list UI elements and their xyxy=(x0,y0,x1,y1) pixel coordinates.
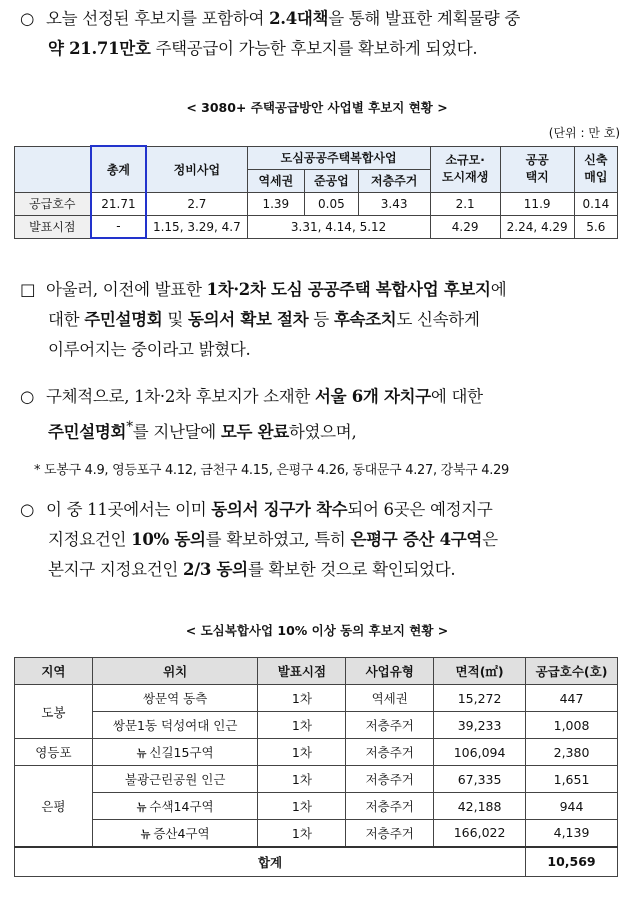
cell-phase: 1차 xyxy=(258,685,346,712)
cell-small-supply: 2.1 xyxy=(430,192,500,215)
cell-phase: 1차 xyxy=(258,793,346,820)
cell-type: 저층주거 xyxy=(346,712,434,739)
sum-units: 10,569 xyxy=(526,847,618,877)
project-summary-table xyxy=(14,145,618,239)
cell-new-purchase-announce: 5.6 xyxy=(574,215,617,238)
new-badge-icon: 뉴 xyxy=(136,749,147,760)
cell-units: 447 xyxy=(526,685,618,712)
row-label-supply: 공급호수 xyxy=(15,192,91,215)
circle-bullet-icon: ○ xyxy=(20,387,35,406)
cell-area: 67,335 xyxy=(434,766,526,793)
cell-area: 166,022 xyxy=(434,820,526,847)
followup-paragraph: □ 아울러, 이전에 발표한 1차·2차 도심 공공주택 복합사업 후보지에 대한 주민설명회 및 동의서 확보 절차 등 후속조치도 신속하게 이루어지는 중이라고 밝혔다. xyxy=(20,275,620,365)
circle-bullet-icon: ○ xyxy=(20,500,35,519)
cell-area: 42,188 xyxy=(434,793,526,820)
cell-new-purchase-supply: 0.14 xyxy=(574,192,617,215)
table-row xyxy=(15,712,618,739)
header-small: 소규모· 도시재생 xyxy=(430,146,500,192)
cell-semi-industrial-supply: 0.05 xyxy=(305,192,359,215)
sum-label: 합계 xyxy=(15,847,526,877)
header-area: 면적(㎡) xyxy=(434,658,526,685)
cell-maintenance-supply: 2.7 xyxy=(146,192,247,215)
header-low-rise: 저층주거 xyxy=(358,169,430,192)
cell-units: 1,008 xyxy=(526,712,618,739)
header-maintenance: 정비사업 xyxy=(146,146,247,192)
cell-units: 4,139 xyxy=(526,820,618,847)
cell-maintenance-announce: 1.15, 3.29, 4.7 xyxy=(146,215,247,238)
cell-low-rise-supply: 3.43 xyxy=(358,192,430,215)
header-semi-industrial: 준공업 xyxy=(305,169,359,192)
briefing-footnote: * 도봉구 4.9, 영등포구 4.12, 금천구 4.15, 은평구 4.26, 동대문구 4.27, 강북구 4.29 xyxy=(34,463,510,478)
cell-station-supply: 1.39 xyxy=(247,192,305,215)
cell-location: 불광근린공원 인근 xyxy=(92,766,258,793)
table-row xyxy=(15,820,618,847)
header-station: 역세권 xyxy=(247,169,305,192)
cell-small-announce: 4.29 xyxy=(430,215,500,238)
cell-public-land-announce: 2.24, 4.29 xyxy=(500,215,574,238)
cell-location: 쌍문역 동측 xyxy=(92,685,258,712)
cell-public-land-supply: 11.9 xyxy=(500,192,574,215)
consent-candidates-table xyxy=(14,657,618,877)
cell-total-supply: 21.71 xyxy=(91,192,147,215)
cell-type: 저층주거 xyxy=(346,739,434,766)
header-urban-group: 도심공공주택복합사업 xyxy=(247,146,430,169)
new-badge-icon: 뉴 xyxy=(136,803,147,814)
consent-paragraph: ○ 이 중 11곳에서는 이미 동의서 징구가 착수되어 6곳은 예정지구 지정요건인 10% 동의를 확보하였고, 특히 은평구 증산 4구역은 본지구 지정요건인 2/3 동의를 확보한 것으로 확인되었다. xyxy=(20,495,620,585)
table2-caption: < 도심복합사업 10% 이상 동의 후보지 현황 > xyxy=(185,623,449,638)
cell-type: 저층주거 xyxy=(346,793,434,820)
header-new-purchase: 신축 매입 xyxy=(574,146,617,192)
cell-location: 뉴 증산4구역 xyxy=(92,820,258,847)
header-phase: 발표시점 xyxy=(258,658,346,685)
header-region: 지역 xyxy=(15,658,93,685)
table-row xyxy=(15,739,618,766)
header-public-land: 공공 택지 xyxy=(500,146,574,192)
cell-urban-announce: 3.31, 4.14, 5.12 xyxy=(247,215,430,238)
cell-phase: 1차 xyxy=(258,766,346,793)
table-row xyxy=(15,766,618,793)
table-row xyxy=(15,685,618,712)
cell-location: 쌍문1동 덕성여대 인근 xyxy=(92,712,258,739)
circle-bullet-icon: ○ xyxy=(20,9,35,28)
cell-area: 39,233 xyxy=(434,712,526,739)
briefing-paragraph: ○ 구체적으로, 1차·2차 후보지가 소재한 서울 6개 자치구에 대한 주민설명회*를 지난달에 모두 완료하였으며, xyxy=(20,382,620,448)
intro-paragraph: ○ 오늘 선정된 후보지를 포함하여 2.4대책을 통해 발표한 계획물량 중 약 21.71만호 주택공급이 가능한 후보지를 확보하게 되었다. xyxy=(20,4,620,64)
cell-location: 뉴 수색14구역 xyxy=(92,793,258,820)
table1-unit: (단위 : 만 호) xyxy=(548,126,620,140)
new-badge-icon: 뉴 xyxy=(140,829,151,841)
cell-region: 도봉 xyxy=(15,685,93,739)
cell-type: 역세권 xyxy=(346,685,434,712)
header-total: 총계 xyxy=(91,146,147,192)
cell-total-announce: - xyxy=(91,215,147,238)
header-type: 사업유형 xyxy=(346,658,434,685)
cell-type: 저층주거 xyxy=(346,820,434,847)
square-bullet-icon: □ xyxy=(20,280,36,299)
cell-units: 2,380 xyxy=(526,739,618,766)
cell-type: 저층주거 xyxy=(346,766,434,793)
header-location: 위치 xyxy=(92,658,258,685)
table-row xyxy=(15,793,618,820)
cell-phase: 1차 xyxy=(258,712,346,739)
cell-region: 은평 xyxy=(15,766,93,847)
cell-phase: 1차 xyxy=(258,820,346,847)
cell-units: 1,651 xyxy=(526,766,618,793)
header-units: 공급호수(호) xyxy=(526,658,618,685)
cell-region: 영등포 xyxy=(15,739,93,766)
cell-area: 15,272 xyxy=(434,685,526,712)
sum-row xyxy=(15,847,618,877)
cell-units: 944 xyxy=(526,793,618,820)
table1-corner xyxy=(15,146,91,192)
row-label-announce: 발표시점 xyxy=(15,215,91,238)
cell-location: 뉴 신길15구역 xyxy=(92,739,258,766)
cell-area: 106,094 xyxy=(434,739,526,766)
table1-caption: < 3080+ 주택공급방안 사업별 후보지 현황 > xyxy=(186,100,448,115)
cell-phase: 1차 xyxy=(258,739,346,766)
